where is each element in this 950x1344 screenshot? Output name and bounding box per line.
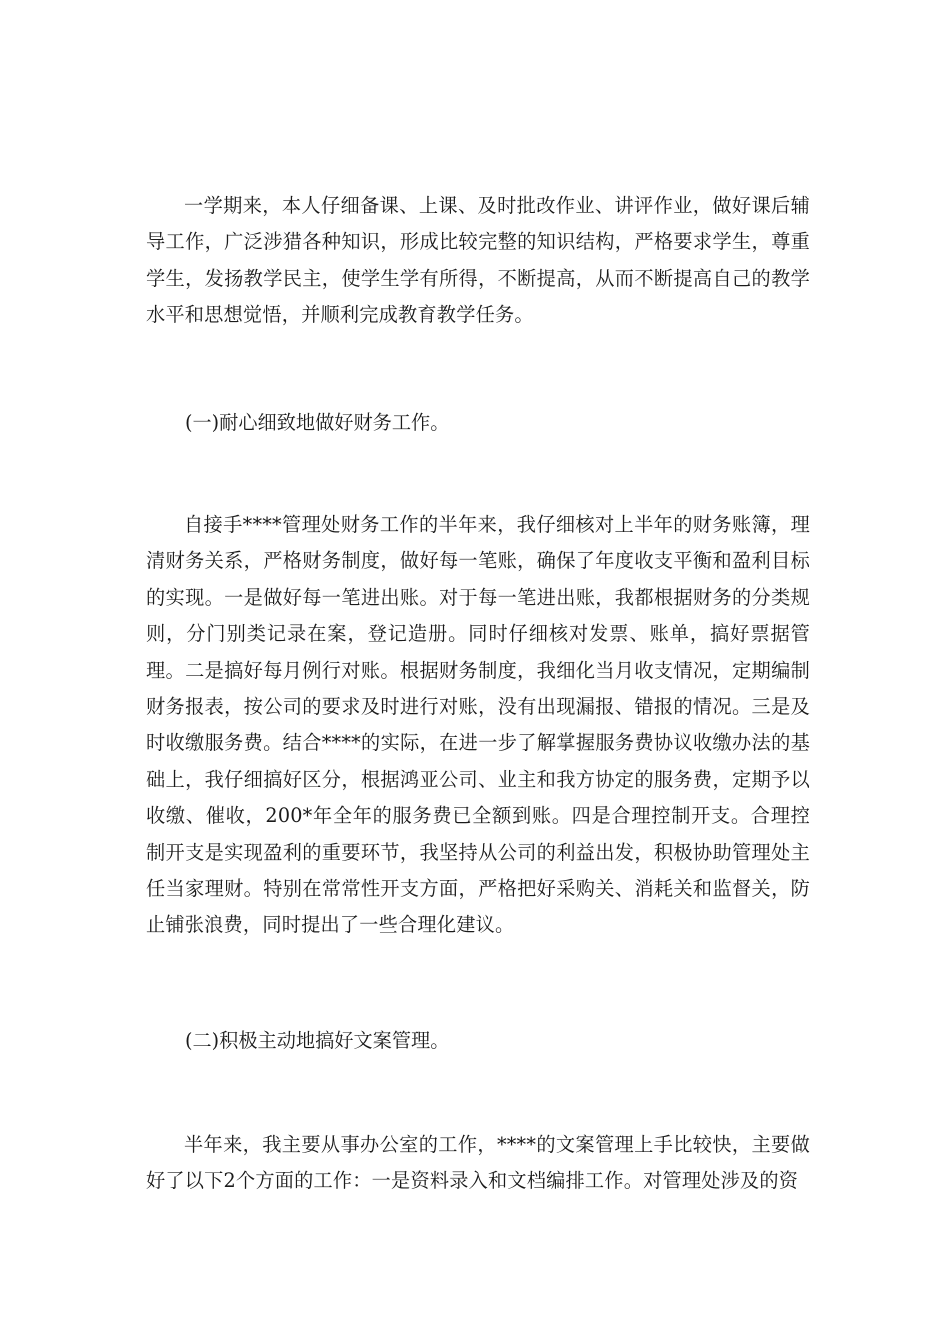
section-heading-finance: (一)耐心细致地做好财务工作。 xyxy=(185,411,450,434)
paragraph-office-work: 半年来，我主要从事办公室的工作，****的文案管理上手比较快，主要做好了以下2个方面的工作：一是资料录入和文档编排工作。对管理处涉及的资 xyxy=(146,1133,810,1193)
paragraph-finance-work: 自接手****管理处财务工作的半年来，我仔细核对上半年的财务账簿，理清财务关系，严格财务制度，做好每一笔账，确保了年度收支平衡和盈利目标的实现。一是做好每一笔进出账。对于每一笔进出账，我都根据财务的分类规则，分门别类记录在案，登记造册。同时仔细核对发票、账单，搞好票据管理。二是搞好每月例行对账。根据财务制度，我细化当月收支情况，定期编制财务报表，按公司的要求及时进行对账，没有出现漏报、错报的情况。三是及时收缴服务费。结合****的实际，在进一步了解掌握服务费协议收缴办法的基础上，我仔细搞好区分，根据鸿亚公司、业主和我方协定的服务费，定期予以收缴、催收，200*年全年的服务费已全额到账。四是合理控制开支。合理控制开支是实现盈利的重要环节，我坚持从公司的利益出发，积极协助管理处主任当家理财。特别在常常性开支方面，严格把好采购关、消耗关和监督关，防止铺张浪费，同时提出了一些合理化建议。 xyxy=(146,513,810,937)
section-heading-document-management: (二)积极主动地搞好文案管理。 xyxy=(185,1029,450,1052)
paragraph-teaching-summary: 一学期来，本人仔细备课、上课、及时批改作业、讲评作业，做好课后辅导工作，广泛涉猎各种知识，形成比较完整的知识结构，严格要求学生，尊重学生，发扬教学民主，使学生学有所得，不断提高，从而不断提高自己的教学水平和思想觉悟，并顺利完成教育教学任务。 xyxy=(146,194,810,327)
